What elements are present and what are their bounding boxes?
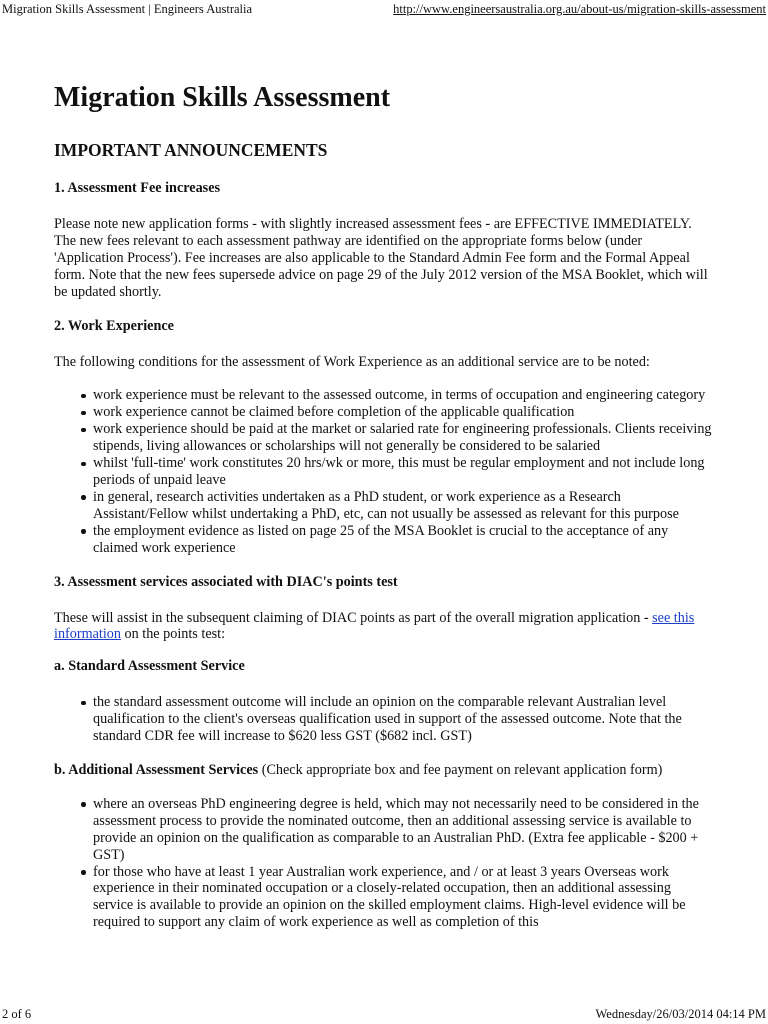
list-item: work experience must be relevant to the assessed outcome, in terms of occupation and engineering category: [93, 387, 714, 404]
work-experience-list: [54, 387, 714, 556]
page-title: Migration Skills Assessment: [54, 82, 391, 113]
section-3-heading: 3. Assessment services associated with DIAC's points test: [54, 573, 398, 590]
print-header: [0, 0, 768, 18]
list-item: the employment evidence as listed on page 25 of the MSA Booklet is crucial to the acceptance of any claimed work experience: [93, 523, 714, 557]
list-item: whilst 'full-time' work constitutes 20 hrs/wk or more, this must be regular employment and not include long periods of unpaid leave: [93, 455, 714, 489]
additional-assessment-intro: [54, 762, 714, 779]
list-item: where an overseas PhD engineering degree is held, which may not necessarily need to be considered in the assessment process to provide the nominated outcome, then an additional assessing service is available to provide an opinion on the qualification as comparable to an Australian PhD. (Extra fee applicable - $200 + GST): [93, 796, 714, 864]
list-item: work experience cannot be claimed before completion of the applicable qualification: [93, 404, 714, 421]
list-item: for those who have at least 1 year Australian work experience, and / or at least 3 years Overseas work experience in their nominated occupation or a closely-related occupation, then an additional assessing service is available to provide an opinion on the skilled employment claims. High-level evidence will be required to support any claim of work experience as well as completion of this: [93, 864, 714, 932]
additional-assessment-list: [54, 796, 714, 931]
additional-assessment-note: (Check appropriate box and fee payment on relevant application form): [258, 762, 663, 779]
standard-assessment-list: [54, 694, 714, 745]
additional-assessment-heading: b. Additional Assessment Services: [54, 762, 259, 779]
page-content: [54, 80, 714, 948]
list-item: in general, research activities undertaken as a PhD student, or work experience as a Research Assistant/Fellow whilst undertaking a PhD, etc, can not usually be assessed as relevant for this purpose: [93, 489, 714, 523]
print-datetime: Wednesday/26/03/2014 04:14 PM: [595, 1007, 766, 1021]
section-1-body: Please note new application forms - with slightly increased assessment fees - are EFFECTIVE IMMEDIATELY. The new fees relevant to each assessment pathway are identified on the appropriate forms below (under 'Application Process'). Fee increases are also applicable to the Standard Admin Fee form and the Formal Appeal form. Note that the new fees supersede advice on page 29 of the July 2012 version of the MSA Booklet, which will be updated shortly.: [54, 216, 708, 300]
announcements-heading: IMPORTANT ANNOUNCEMENTS: [54, 140, 328, 160]
standard-assessment-heading: a. Standard Assessment Service: [54, 658, 245, 675]
section-3-intro-suffix: on the points test:: [120, 626, 226, 643]
print-header-url[interactable]: http://www.engineersaustralia.org.au/about-us/migration-skills-assessment: [393, 2, 766, 16]
list-item: work experience should be paid at the market or salaried rate for engineering professionals. Clients receiving stipends, living allowances or scholarships will not generally be considered to be salaried: [93, 421, 714, 455]
print-footer: [0, 1006, 768, 1024]
points-test-link[interactable]: see this information: [54, 609, 695, 643]
list-item: the standard assessment outcome will include an opinion on the comparable relevant Australian level qualification to the client's overseas qualification used in support of the assessed outcome. Note that the standard CDR fee will increase to $620 less GST ($682 incl. GST): [93, 694, 714, 745]
section-2-heading: 2. Work Experience: [54, 317, 174, 334]
section-1-heading: 1. Assessment Fee increases: [54, 180, 221, 196]
section-3-intro: [54, 610, 714, 644]
page-number: 2 of 6: [2, 1007, 32, 1021]
print-header-title: Migration Skills Assessment | Engineers Australia: [2, 2, 253, 16]
section-3-intro-text: These will assist in the subsequent claiming of DIAC points as part of the overall migration application -: [54, 609, 653, 626]
section-2-intro: The following conditions for the assessment of Work Experience as an additional service are to be noted:: [54, 353, 650, 370]
